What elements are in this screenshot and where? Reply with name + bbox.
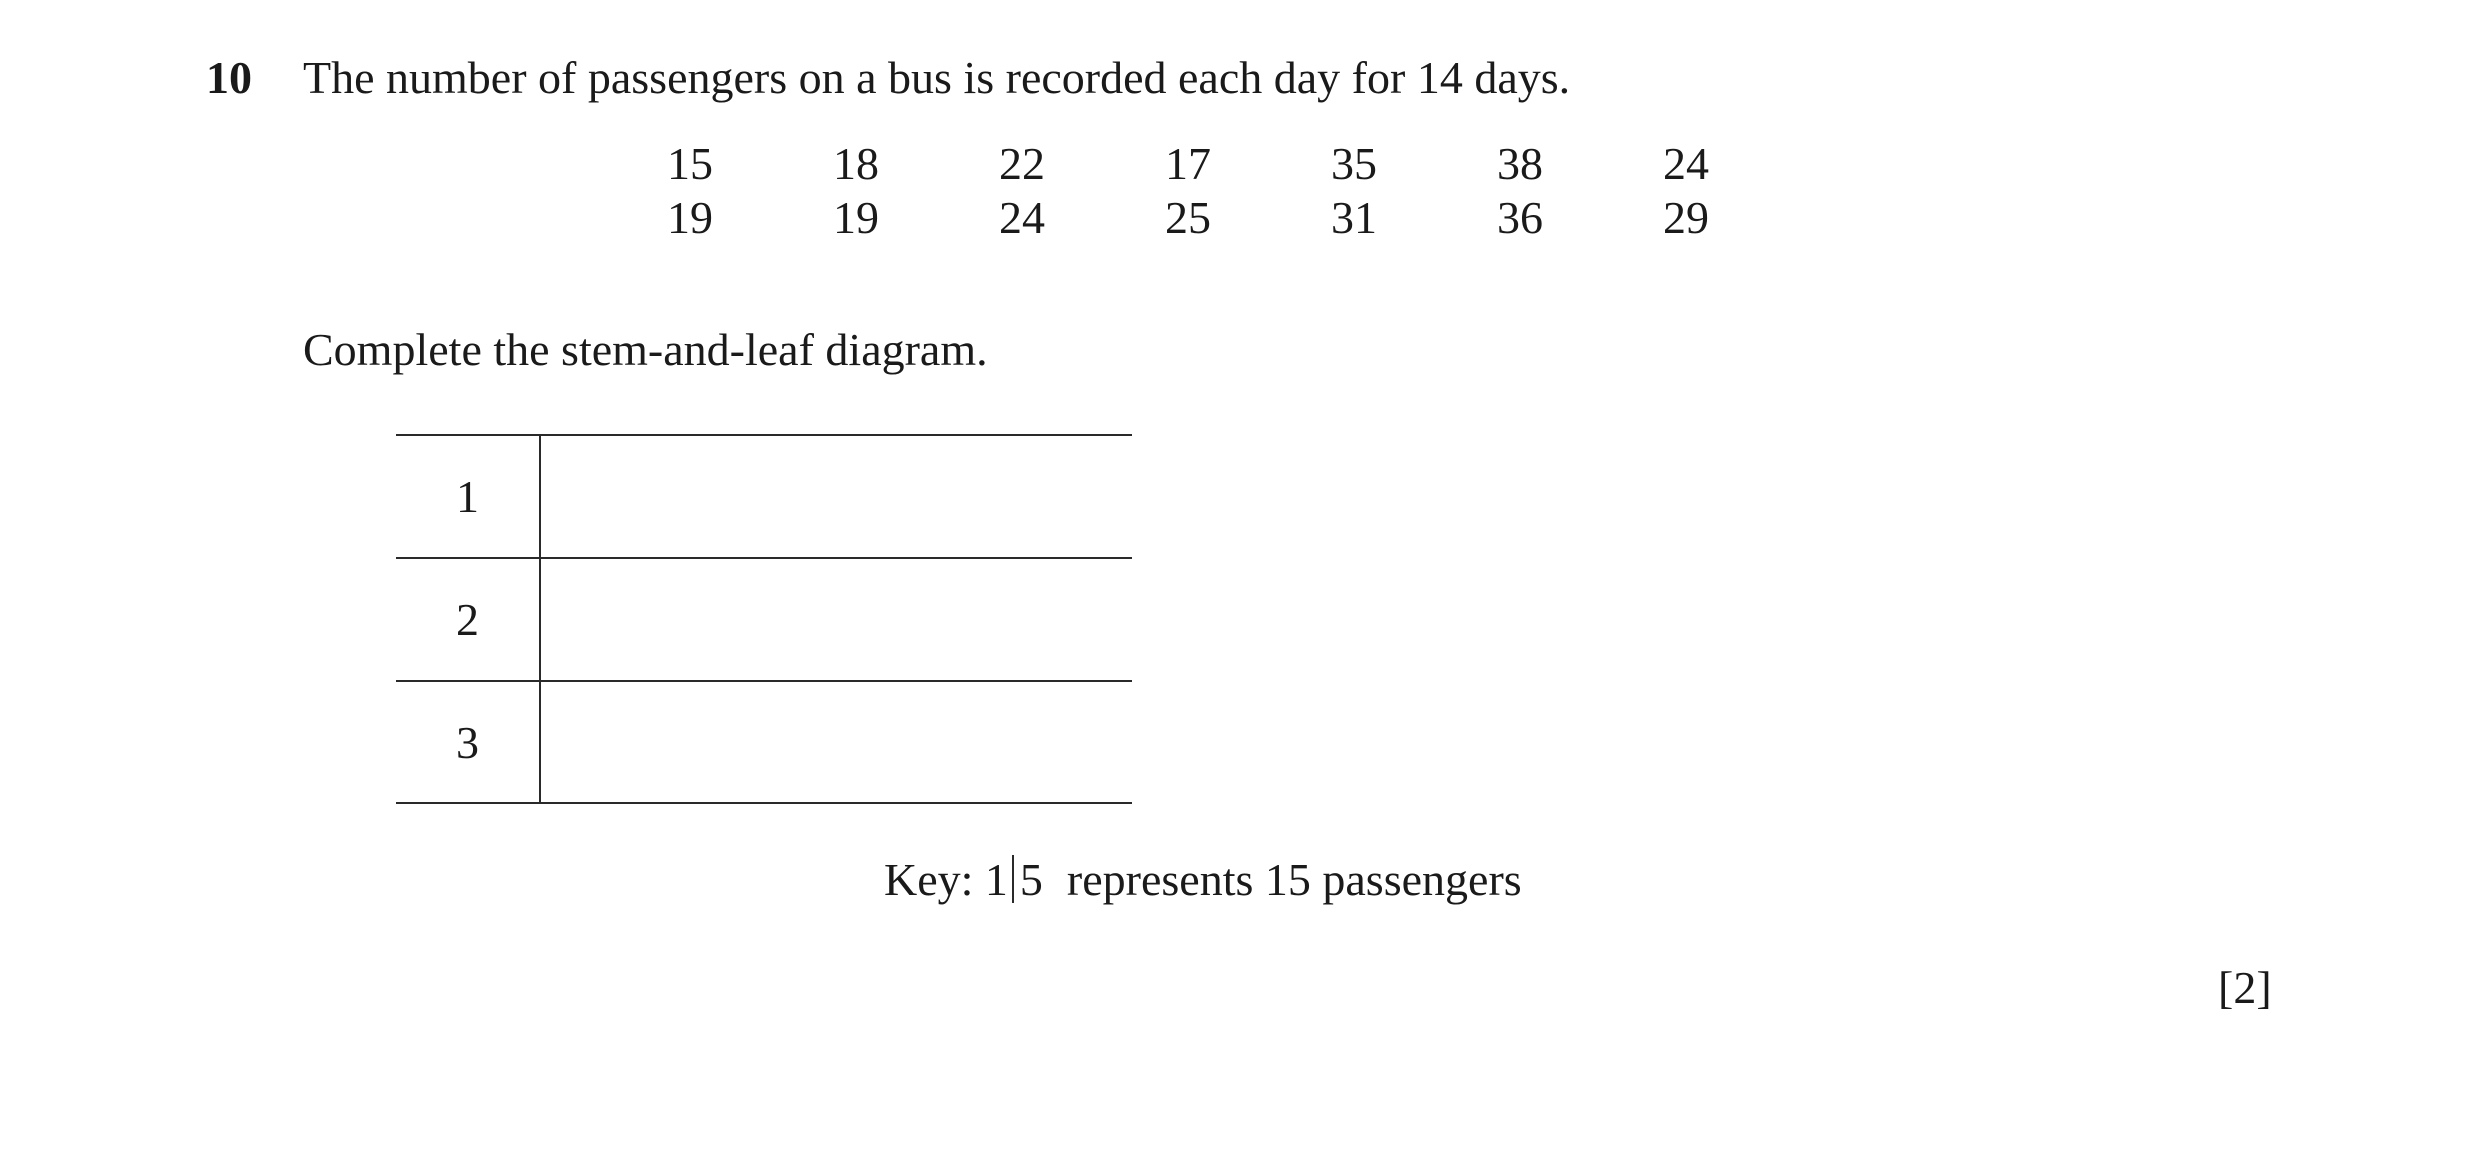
stem-value: 3 <box>456 717 479 768</box>
data-value: 29 <box>1663 192 1709 243</box>
data-value: 19 <box>833 192 879 243</box>
data-value: 38 <box>1497 138 1543 189</box>
stem-value: 2 <box>456 594 479 645</box>
data-value: 17 <box>1165 138 1211 189</box>
marks-label: [2] <box>2218 962 2272 1013</box>
instruction-text: Complete the stem-and-leaf diagram. <box>303 324 988 375</box>
key-divider <box>1012 855 1014 903</box>
data-value: 19 <box>667 192 713 243</box>
key-leaf: 5 <box>1019 854 1043 905</box>
stem-row-2 <box>396 557 1132 681</box>
key-stem: 1 <box>984 854 1008 905</box>
question-number: 10 <box>206 52 252 103</box>
stem-row-1 <box>396 434 1132 558</box>
stem-and-leaf-diagram <box>396 434 1132 805</box>
stem-row-3 <box>396 680 1132 804</box>
data-value: 31 <box>1331 192 1377 243</box>
question-text: The number of passengers on a bus is recorded each day for 14 days. <box>303 52 1571 103</box>
stem-value: 1 <box>456 471 479 522</box>
key-label: Key: <box>884 854 974 905</box>
data-value: 25 <box>1165 192 1211 243</box>
stem-leaf-divider <box>539 434 541 804</box>
leaf-answer-cell[interactable] <box>542 559 1132 681</box>
key-meaning: represents 15 passengers <box>1066 854 1522 905</box>
data-value: 15 <box>667 138 713 189</box>
leaf-answer-cell[interactable] <box>542 682 1132 804</box>
data-value: 24 <box>1663 138 1709 189</box>
data-value: 18 <box>833 138 879 189</box>
data-value: 36 <box>1497 192 1543 243</box>
data-value: 24 <box>999 192 1045 243</box>
data-value: 35 <box>1331 138 1377 189</box>
data-value: 22 <box>999 138 1045 189</box>
leaf-answer-cell[interactable] <box>542 436 1132 558</box>
table-bottom-rule <box>396 802 1132 804</box>
diagram-key <box>884 852 1522 908</box>
